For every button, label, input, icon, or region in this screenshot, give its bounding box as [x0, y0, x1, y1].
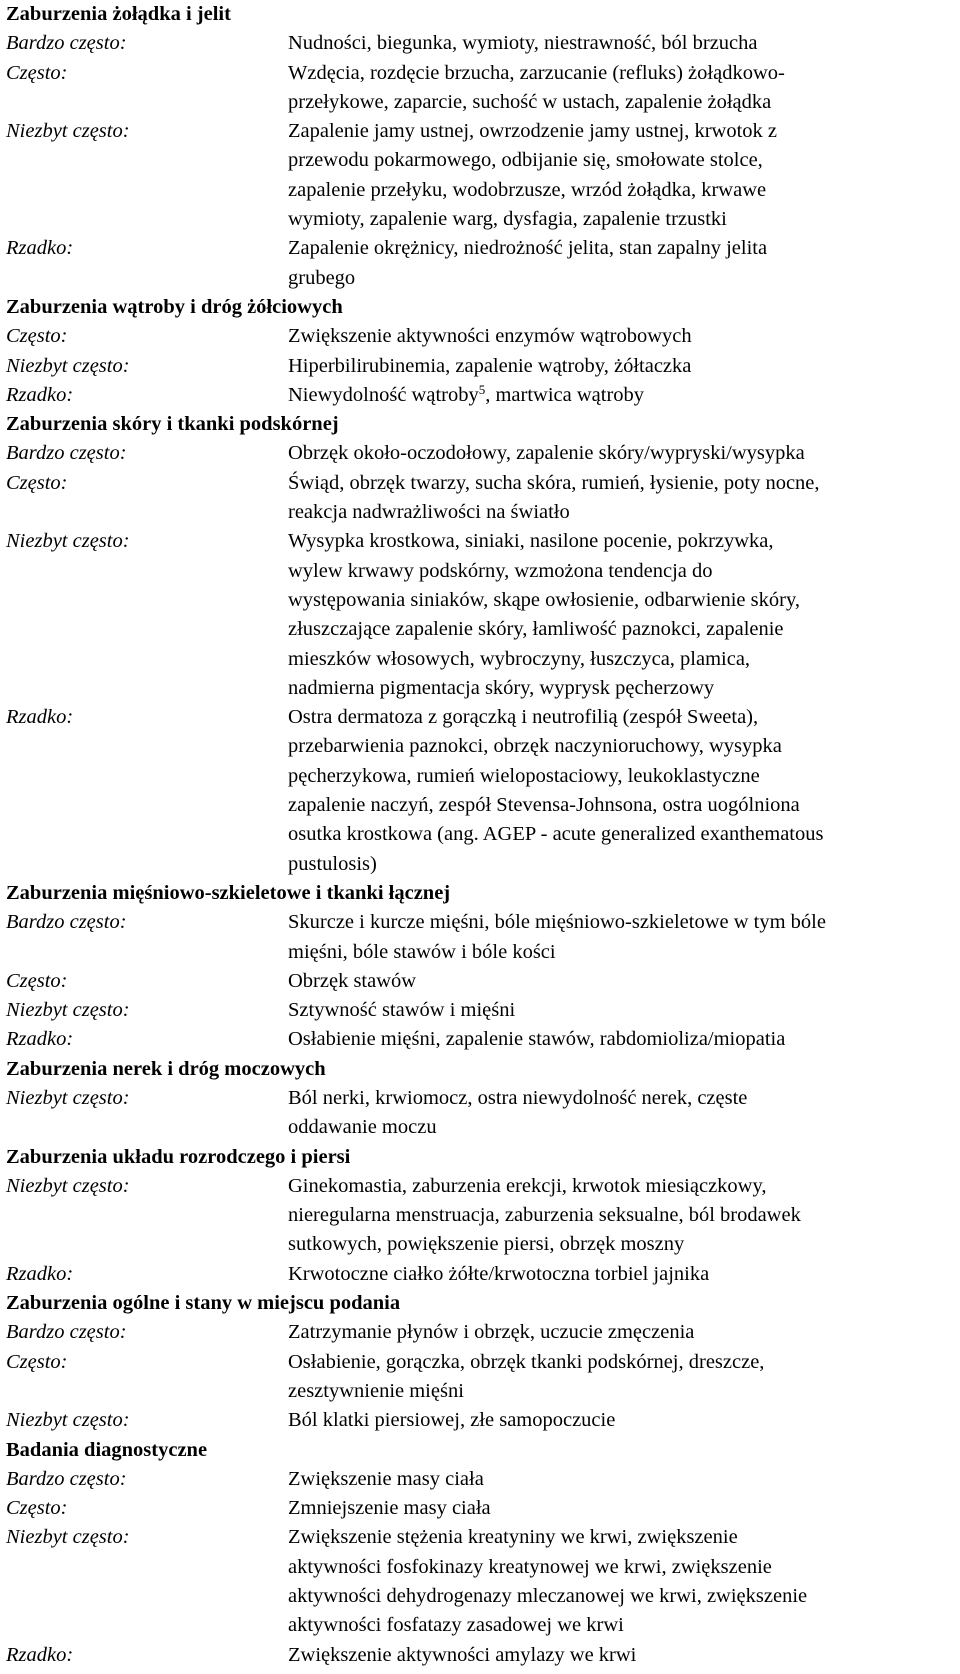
frequency-label: Często: — [6, 1497, 68, 1520]
frequency-entry — [6, 1172, 954, 1260]
frequency-entry — [6, 1025, 954, 1054]
frequency-label: Często: — [6, 969, 68, 992]
description-text: Wysypka krostkowa, siniaki, nasilone pocenie, pokrzywka, — [288, 530, 774, 553]
reaction-description — [288, 381, 954, 410]
section-title: Zaburzenia skóry i tkanki podskórnej — [6, 413, 339, 436]
description-text: aktywności dehydrogenazy mleczanowej we krwi, zwiększenie — [288, 1585, 808, 1608]
description-text: Ból nerki, krwiomocz, ostra niewydolność nerek, częste — [288, 1086, 748, 1109]
description-line — [288, 586, 954, 615]
description-line — [288, 703, 954, 732]
section-title: Zaburzenia wątroby i dróg żółciowych — [6, 295, 343, 318]
description-line — [288, 967, 954, 996]
footnote-marker: 5 — [478, 381, 486, 397]
description-line — [288, 615, 954, 644]
frequency-entry — [6, 381, 954, 410]
frequency-entry — [6, 1348, 954, 1407]
description-line — [288, 1201, 954, 1230]
description-line — [288, 850, 954, 879]
description-line — [288, 59, 954, 88]
description-text: aktywności fosfokinazy kreatynowej we krwi, zwiększenie — [288, 1555, 772, 1578]
description-text: Hiperbilirubinemia, zapalenie wątroby, żółtaczka — [288, 354, 692, 377]
reaction-description — [288, 1084, 954, 1143]
description-line — [288, 88, 954, 117]
frequency-entry — [6, 908, 954, 967]
description-text: występowania siniaków, skąpe owłosienie, odbarwienie skóry, — [288, 588, 800, 611]
frequency-label: Niezbyt często: — [6, 1409, 130, 1432]
description-text: Skurcze i kurcze mięśni, bóle mięśniowo-szkieletowe w tym bóle — [288, 911, 826, 934]
description-text: przełykowe, zaparcie, suchość w ustach, zapalenie żołądka — [288, 90, 772, 113]
frequency-entry — [6, 1406, 954, 1435]
frequency-label: Rzadko: — [6, 1028, 74, 1051]
description-line — [288, 1611, 954, 1640]
description-text: Zmniejszenie masy ciała — [288, 1497, 491, 1520]
description-text: pustulosis) — [288, 852, 377, 875]
description-text: przebarwienia paznokci, obrzęk naczynioruchowy, wysypka — [288, 735, 782, 758]
description-line — [288, 352, 954, 381]
description-text: wymioty, zapalenie warg, dysfagia, zapalenie trzustki — [288, 208, 727, 231]
frequency-entry — [6, 1318, 954, 1347]
reaction-description — [288, 1172, 954, 1260]
frequency-entry — [6, 703, 954, 879]
frequency-label: Bardzo często: — [6, 1321, 127, 1344]
reaction-description — [288, 527, 954, 703]
frequency-label: Rzadko: — [6, 1262, 74, 1285]
frequency-label: Niezbyt często: — [6, 1174, 130, 1197]
frequency-entry — [6, 1641, 954, 1670]
reaction-description — [288, 1494, 954, 1523]
reaction-description — [288, 29, 954, 58]
description-text: wylew krwawy podskórny, wzmożona tendencja do — [288, 559, 713, 582]
description-text: Zwiększenie stężenia kreatyniny we krwi, zwiększenie — [288, 1526, 738, 1549]
frequency-label: Niezbyt często: — [6, 354, 130, 377]
description-text: aktywności fosfatazy zasadowej we krwi — [288, 1614, 624, 1637]
description-line — [288, 732, 954, 761]
description-line — [288, 264, 954, 293]
description-line — [288, 938, 954, 967]
description-line — [288, 1318, 954, 1347]
frequency-label: Niezbyt często: — [6, 120, 130, 143]
reaction-description — [288, 59, 954, 118]
frequency-entry — [6, 1260, 954, 1289]
reaction-description — [288, 908, 954, 967]
description-line — [288, 146, 954, 175]
description-line — [288, 1025, 954, 1054]
description-text-tail: , martwica wątroby — [485, 383, 645, 406]
description-text: grubego — [288, 266, 356, 289]
description-line — [288, 996, 954, 1025]
description-text: Zwiększenie masy ciała — [288, 1467, 484, 1490]
frequency-entry — [6, 1494, 954, 1523]
section-title: Zaburzenia układu rozrodczego i piersi — [6, 1145, 351, 1168]
description-text: zapalenie przełyku, wodobrzusze, wrzód żołądka, krwawe — [288, 178, 767, 201]
description-line — [288, 322, 954, 351]
description-line — [288, 176, 954, 205]
description-text: zesztywnienie mięśni — [288, 1379, 464, 1402]
description-line — [288, 1641, 954, 1670]
description-line — [288, 1377, 954, 1406]
reaction-description — [288, 1465, 954, 1494]
frequency-label: Rzadko: — [6, 706, 74, 729]
frequency-entry — [6, 967, 954, 996]
description-line — [288, 205, 954, 234]
description-text: Zatrzymanie płynów i obrzęk, uczucie zmęczenia — [288, 1321, 695, 1344]
description-text: Świąd, obrzęk twarzy, sucha skóra, rumień, łysienie, poty nocne, — [288, 471, 820, 494]
frequency-entry — [6, 352, 954, 381]
description-line — [288, 1582, 954, 1611]
description-line — [288, 1230, 954, 1259]
description-text: Zwiększenie aktywności enzymów wątrobowych — [288, 325, 692, 348]
frequency-entry — [6, 117, 954, 234]
description-text: Nudności, biegunka, wymioty, niestrawność, ból brzucha — [288, 32, 758, 55]
frequency-label: Niezbyt często: — [6, 1086, 130, 1109]
frequency-entry — [6, 1465, 954, 1494]
frequency-label: Rzadko: — [6, 1643, 74, 1666]
frequency-entry — [6, 996, 954, 1025]
reaction-description — [288, 1348, 954, 1407]
frequency-entry — [6, 59, 954, 118]
reaction-description — [288, 1025, 954, 1054]
description-text: Ostra dermatoza z gorączką i neutrofilią (zespół Sweeta), — [288, 706, 759, 729]
reaction-description — [288, 1523, 954, 1640]
frequency-label: Niezbyt często: — [6, 999, 130, 1022]
frequency-label: Często: — [6, 61, 68, 84]
description-text: Wzdęcia, rozdęcie brzucha, zarzucanie (refluks) żołądkowo- — [288, 61, 785, 84]
description-text: Osłabienie mięśni, zapalenie stawów, rabdomioliza/miopatia — [288, 1028, 786, 1051]
description-text: nieregularna menstruacja, zaburzenia seksualne, ból brodawek — [288, 1204, 801, 1227]
description-line — [288, 234, 954, 263]
description-line — [288, 791, 954, 820]
frequency-label: Często: — [6, 1350, 68, 1373]
frequency-label: Bardzo często: — [6, 442, 127, 465]
frequency-label: Bardzo często: — [6, 32, 127, 55]
section-title: Zaburzenia żołądka i jelit — [6, 3, 231, 25]
reaction-description — [288, 439, 954, 468]
frequency-entry — [6, 469, 954, 528]
frequency-label: Bardzo często: — [6, 1467, 127, 1490]
description-text: Zapalenie jamy ustnej, owrzodzenie jamy ustnej, krwotok z — [288, 120, 777, 143]
description-text: Zapalenie okrężnicy, niedrożność jelita, stan zapalny jelita — [288, 237, 768, 260]
description-line — [288, 29, 954, 58]
description-text: Osłabienie, gorączka, obrzęk tkanki podskórnej, dreszcze, — [288, 1350, 765, 1373]
description-text: Ginekomastia, zaburzenia erekcji, krwotok miesiączkowy, — [288, 1174, 767, 1197]
description-line — [288, 762, 954, 791]
frequency-label: Często: — [6, 471, 68, 494]
description-text: zapalenie naczyń, zespół Stevensa-Johnsona, ostra uogólniona — [288, 794, 800, 817]
description-text: Krwotoczne ciałko żółte/krwotoczna torbiel jajnika — [288, 1262, 710, 1285]
description-text: pęcherzykowa, rumień wielopostaciowy, leukoklastyczne — [288, 764, 760, 787]
frequency-label: Rzadko: — [6, 383, 74, 406]
description-text: Sztywność stawów i mięśni — [288, 999, 516, 1022]
section-title: Zaburzenia ogólne i stany w miejscu podania — [6, 1292, 401, 1315]
reaction-description — [288, 352, 954, 381]
description-line — [288, 1465, 954, 1494]
description-text: oddawanie moczu — [288, 1116, 437, 1139]
description-text: złuszczające zapalenie skóry, łamliwość paznokci, zapalenie — [288, 618, 784, 641]
frequency-entry — [6, 527, 954, 703]
description-line — [288, 1553, 954, 1582]
reaction-description — [288, 469, 954, 528]
reaction-description — [288, 1260, 954, 1289]
description-line — [288, 645, 954, 674]
description-text: nadmierna pigmentacja skóry, wyprysk pęcherzowy — [288, 676, 715, 699]
description-line — [288, 1348, 954, 1377]
description-line — [288, 1406, 954, 1435]
frequency-label: Rzadko: — [6, 237, 74, 260]
description-line — [288, 557, 954, 586]
description-text: Zwiększenie aktywności amylazy we krwi — [288, 1643, 637, 1666]
frequency-entry — [6, 29, 954, 58]
reaction-description — [288, 234, 954, 293]
description-line — [288, 908, 954, 937]
frequency-entry — [6, 439, 954, 468]
description-line — [288, 1113, 954, 1142]
description-text: Obrzęk około-oczodołowy, zapalenie skóry/wypryski/wysypka — [288, 442, 805, 465]
description-text: Ból klatki piersiowej, złe samopoczucie — [288, 1409, 616, 1432]
description-line — [288, 1172, 954, 1201]
section-title: Zaburzenia mięśniowo-szkieletowe i tkanki łącznej — [6, 881, 451, 904]
frequency-entry — [6, 322, 954, 351]
section-title: Zaburzenia nerek i dróg moczowych — [6, 1057, 326, 1080]
description-text: przewodu pokarmowego, odbijanie się, smołowate stolce, — [288, 149, 763, 172]
description-line — [288, 498, 954, 527]
frequency-entry — [6, 234, 954, 293]
frequency-label: Często: — [6, 325, 68, 348]
description-line — [288, 820, 954, 849]
description-line — [288, 1084, 954, 1113]
reaction-description — [288, 996, 954, 1025]
description-line — [288, 469, 954, 498]
description-text: osutka krostkowa (ang. AGEP - acute generalized exanthematous — [288, 823, 824, 846]
reaction-description — [288, 1318, 954, 1347]
description-text: Niewydolność wątroby — [288, 383, 479, 406]
description-text: mieszków włosowych, wybroczyny, łuszczyca, plamica, — [288, 647, 751, 670]
description-line — [288, 527, 954, 556]
frequency-label: Bardzo często: — [6, 911, 127, 934]
description-line — [288, 381, 954, 410]
reaction-description — [288, 1641, 954, 1670]
description-line — [288, 1523, 954, 1552]
description-line — [288, 1260, 954, 1289]
description-text: Obrzęk stawów — [288, 969, 417, 992]
reaction-description — [288, 967, 954, 996]
frequency-entry — [6, 1084, 954, 1143]
description-text: mięśni, bóle stawów i bóle kości — [288, 940, 556, 963]
frequency-entry — [6, 1523, 954, 1640]
section-title: Badania diagnostyczne — [6, 1438, 208, 1461]
reaction-description — [288, 1406, 954, 1435]
description-line — [288, 117, 954, 146]
frequency-label: Niezbyt często: — [6, 1526, 130, 1549]
reaction-description — [288, 117, 954, 234]
description-line — [288, 1494, 954, 1523]
description-text: sutkowych, powiększenie piersi, obrzęk moszny — [288, 1233, 685, 1256]
description-line — [288, 674, 954, 703]
description-text: reakcja nadwrażliwości na światło — [288, 501, 570, 524]
reaction-description — [288, 703, 954, 879]
reaction-description — [288, 322, 954, 351]
description-line — [288, 439, 954, 468]
frequency-label: Niezbyt często: — [6, 530, 130, 553]
